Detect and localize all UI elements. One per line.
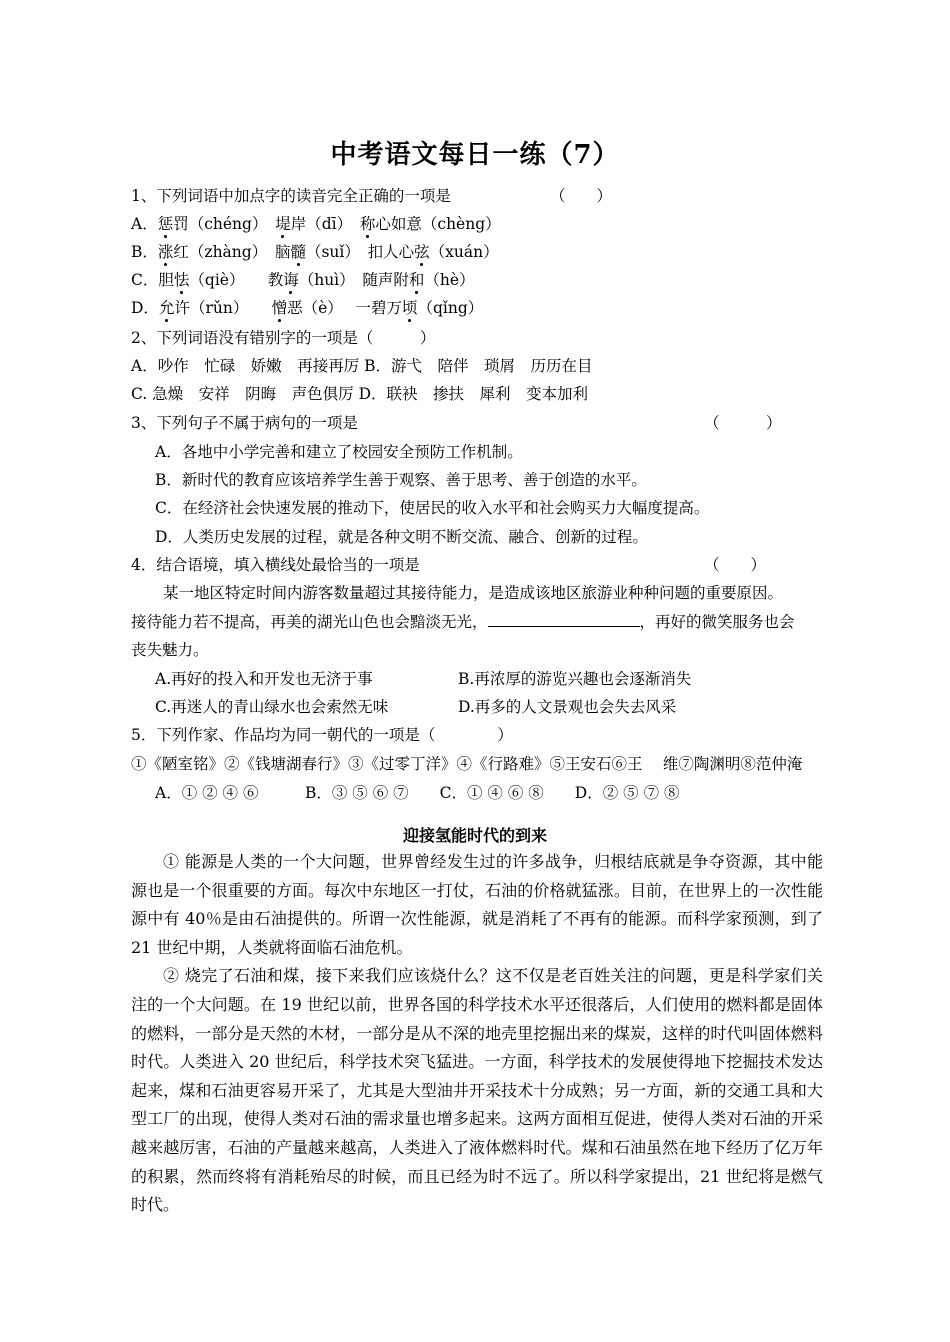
dotted-char: 诲 (283, 271, 299, 289)
q1-option-c: C．胆怯（qiè） 教诲（huì） 随声附和（hè） (131, 271, 475, 289)
dotted-char: 涨 (157, 243, 174, 261)
q4-option-d: D.再多的人文景观也会失去风采 (458, 698, 677, 716)
q5-items: ①《陋室铭》②《钱塘湖春行》③《过零丁洋》④《行路难》⑤王安石⑥王 维⑦陶渊明⑧范仲淹 (131, 755, 803, 773)
q4-passage-line1: 某一地区特定时间内游客数量超过其接待能力，是造成该地区旅游业种种问题的重要原因。 (163, 584, 784, 602)
q3-stem: 3、下列句子不属于病句的一项是 (131, 414, 358, 432)
q4-passage-line3: 丧失魅力。 (131, 641, 209, 659)
q2-options-ab: A．吵作 忙碌 娇嫩 再接再厉 B．游弋 陪伴 琐屑 历历在目 (131, 357, 593, 375)
dotted-char: 憎 (271, 299, 288, 317)
q1-option-a: A．惩罚（chéng） 堤岸（dī） 称心如意（chèng） (131, 215, 501, 233)
q3-option-d: D．人类历史发展的过程，就是各种文明不断交流、融合、创新的过程。 (155, 528, 648, 546)
q4-stem: 4．结合语境，填入横线处最恰当的一项是 (131, 556, 420, 574)
article-body (131, 848, 823, 1220)
dotted-char: 堤 (275, 215, 291, 233)
dotted-char: 顷 (401, 299, 418, 317)
dotted-char: 和 (408, 271, 425, 289)
dotted-char: 惩 (157, 215, 174, 233)
dotted-char: 怯 (173, 271, 190, 289)
q3-option-a: A．各地中小学完善和建立了校园安全预防工作机制。 (155, 443, 523, 461)
q1-option-d: D．允许（rǔn） 憎恶（è） 一碧万顷（qǐng） (131, 299, 484, 317)
q1-answer-paren: （ ） (550, 187, 613, 205)
q4-option-b: B.再浓厚的游览兴趣也会逐渐消失 (458, 670, 692, 688)
q3-option-c: C．在经济社会快速发展的推动下，使居民的收入水平和社会购买力大幅度提高。 (155, 499, 710, 517)
dotted-char: 称 (359, 215, 376, 233)
q1-option-b: B．涨红（zhàng） 脑髓（suǐ） 扣人心弦（xuán） (131, 243, 499, 261)
q5-stem: 5．下列作家、作品均为同一朝代的一项是（ ） (131, 726, 513, 744)
q5-options: A．① ② ④ ⑥ B．③ ⑤ ⑥ ⑦ C．① ④ ⑥ ⑧ D．② ⑤ ⑦ ⑧ (155, 784, 680, 802)
q2-stem: 2、下列词语没有错别字的一项是（ ） (131, 329, 436, 347)
q1-stem: 1、下列词语中加点字的读音完全正确的一项是 (131, 187, 451, 205)
q4-answer-paren: （ ） (704, 556, 767, 574)
q4-option-c: C.再迷人的青山绿水也会索然无味 (155, 698, 389, 716)
dotted-char: 弦 (414, 243, 430, 261)
dotted-char: 允 (158, 299, 175, 317)
q3-option-b: B．新时代的教育应该培养学生善于观察、善于思考、善于创造的水平。 (155, 471, 647, 489)
dotted-char: 髓 (290, 243, 306, 261)
article-title: 迎接氢能时代的到来 (402, 826, 547, 845)
article-paragraph-1: ① 能源是人类的一个大问题，世界曾经发生过的许多战争，归根结底就是争夺资源，其中能源也是一个很重要的方面。每次中东地区一打仗，石油的价格就猛涨。目前，在世界上的一次性能源中有 40％是由石油提供的。所谓一次性能源，就是消耗了不再有的能源。而科学家预测，到了 21 世纪中期，人类就将面临石油危机。 (131, 852, 823, 957)
article-paragraph-2: ② 烧完了石油和煤，接下来我们应该烧什么？这不仅是老百姓关注的问题，更是科学家们关注的一个大问题。在 19 世纪以前，世界各国的科学技术水平还很落后，人们使用的燃料都是固体的燃料，一部分是天然的木材，一部分是从不深的地壳里挖掘出来的煤炭，这样的时代叫固体燃料时代。人类进入 20 世纪后，科学技术突飞猛进。一方面，科学技术的发展使得地下挖掘技术发达起来，煤和石油更容易开采了，尤其是大型油井开采技术十分成熟；另一方面，新的交通工具和大型工厂的出现，使得人类对石油的需求量也增多起来。这两方面相互促进，使得人类对石油的开采越来越厉害，石油的产量越来越高，人类进入了液体燃料时代。煤和石油虽然在地下经历了亿万年的积累，然而终将有消耗殆尽的时候，而且已经为时不远了。所以科学家提出，21 世纪将是燃气时代。 (131, 966, 823, 1215)
q3-answer-paren: （ ） (704, 414, 782, 432)
page-title: 中考语文每日一练（7） (330, 140, 620, 170)
q2-options-cd: C. 急燥 安祥 阴晦 声色俱厉 D．联袂 掺扶 犀利 变本加利 (131, 385, 589, 403)
fill-blank[interactable] (488, 612, 640, 627)
q4-option-a: A.再好的投入和开发也无济于事 (155, 670, 373, 688)
q4-passage-line2: 接待能力若不提高，再美的湖光山色也会黯淡无光， ，再好的微笑服务也会 (131, 613, 795, 631)
